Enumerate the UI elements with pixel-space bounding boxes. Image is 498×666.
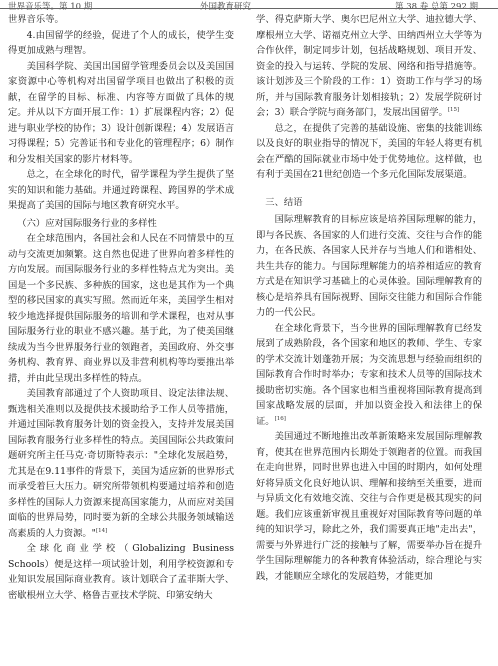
paragraph xyxy=(256,321,482,430)
paragraph: 世界音乐等。 xyxy=(8,14,64,25)
section-heading: （六）应对国际服务行业的多样性 xyxy=(17,217,157,229)
paragraph: 总之，在提供了完善的基础设施、密集的技能训练以及良好的职业指导的情况下，美国的年轻人将更有机会在严酷的国际就业市场中处于优势地位。这样做，也有利于美国在21世纪创造一个多元化国际发展渠道。 xyxy=(256,122,482,180)
volume-info: 第 38 卷 总第 292 期 xyxy=(395,2,479,12)
paragraph: 国际理解教育的目标应该是培养国际理解的能力，即与各民族、各国家的人们进行交流、交往与合作的能力，在各民族、各国家人民并存与当地人们和谐相处、共生共存的能力。与国际理解能力的培养相适应的教育方式是在知识学习基础上的心灵体验。国际理解教育的核心是培养具有国际视野、国际交往能力和国际合作能力的一代公民。 xyxy=(256,214,482,318)
paragraph: 4.由国留学的经验，促进了个人的成长，使学生变得更加成熟与理智。 xyxy=(8,29,234,56)
citation-ref: [16] xyxy=(274,415,286,422)
section-heading: 三、结语 xyxy=(265,196,303,208)
paragraph: 美国科学院、美国出国留学管理委员会以及美国国家资源中心等机构对出国留学项目也做出了积极的贡献，在留学的目标、标准、内容等方面做了具体的规定。并从以下方面开展工作：1）扩展课程内容；2）促进与职业学校的协作；3）设计创新课程；4）发展语言习得课程；5）完善证书和专业化的管理程序；6）制作和分发相关国家的影片材料等。 xyxy=(8,60,234,165)
running-header-left: 世界音乐等。第 10 期 xyxy=(8,2,93,12)
citation-ref: [14] xyxy=(95,527,108,534)
paragraph-text: 在全球化背景下，当今世界的国际理解教育已经发展到了成熟阶段，各个国家和地区的教师、学生、专家的学术交流计划蓬勃开展；为交流思想与经验而组织的国际教育合作时时举办；专家和技术人员等的国际技术援助密切实施。各个国家也相当重视将国际教育提高到国家战略发展的层面，并加以资金投入和法律上的保证。 xyxy=(256,322,482,427)
paragraph: 全球化商业学校（Globalizing Business Schools）便是这样一项试验计划，利用学校资源和专业知识发展国际商业教育。该计划联合了孟菲斯大学、密歇根州立大学、格鲁吉亚技术学院、印第安纳大 xyxy=(8,543,234,601)
paragraph: 总之，在全球化的时代，留学课程为学生提供了坚实的知识和能力基础。并通过跨课程、跨国界的学术成果提高了美国的国际与地区教育研究水平。 xyxy=(8,169,234,211)
paragraph: 在全球范围内，各国社会和人民在不同情景中的互动与交流更加频繁。这自然也促进了世界向着多样性的方向发展。而国际服务行业的多样性特点尤为突出。美国是一个多民族、多种族的国家，这也是其作为一个典型的移民国家的真实写照。然而近年来，美国学生相对较少地选择提供国际服务的培训和学术课程，也对从事国际服务行业的职业不感兴趣。基于此，为了使美国继续成为当今世界服务行业的领跑者，美国政府、外交事务机构、教育界、商业界以及非营利机构等均要推出举措，并由此呈现出多样性的特点。 xyxy=(8,233,234,384)
paragraph xyxy=(256,12,482,121)
page-header xyxy=(0,0,498,12)
paragraph xyxy=(8,386,234,541)
citation-ref: [15] xyxy=(447,106,460,113)
header-rule xyxy=(0,8,498,9)
journal-title: 外国教育研究 xyxy=(200,2,252,12)
right-column xyxy=(256,12,482,584)
left-column xyxy=(8,12,234,603)
paragraph-text: 学、得克萨斯大学、奥尔巴尼州立大学、迪拉德大学、摩根州立大学、诺福克州立大学、田纳西州立大学等为合作伙伴，制定同步计划，包括战略规划、项目开发、资金的投入与运转、学院的发展、网络和指导措施等。该计划涉及三个阶段的工作：1）资助工作与学习的场所，并与国际教育服务计划相接轨；2）发展学院研讨会；3）联合学院与商务部门，发展出国留学。 xyxy=(256,14,482,118)
paragraph-text: 美国教育部通过了个人资助项目、设定法律法规、甄选相关准则以及提供技术援助给予工作人员等措施，并通过国际教育服务计划的资金投入，支持并发展美国国际教育服务行业多样性的特点。美国国际公共政策问题研究所主任马克·奇切斯特表示："全球化发展趋势，尤其是在9.11事件的背景下，美国为适应新的世界形式而承受着巨大压力。研究所带领机构要通过培养和创造多样性的国际人力资源来提高国家能力，从而应对美国面临的世界局势，同时要为新的全球公共服务领域输送高素质的人力资源。" xyxy=(8,388,234,539)
paragraph: 美国通过不断地推出改革新策略来发展国际理解教育，使其在世界范围内长期处于领跑者的位置。而我国在走向世界，同时世界也进入中国的时期内，如何处理好将异质文化良好地认识、理解和接纳至关重要，进而与异质文化有效地交流、交往与合作更是极其现实的问题。我们应该重新审视且重视好对国际教育等问题的单纯的知识学习，除此之外，我们需要真正地"走出去"，需要与外界进行广泛的接触与了解，需要举办旨在提升学生国际理解能力的各种教育体验活动，综合理论与实践，才能顺应全球化的发展趋势，才能更加 xyxy=(256,431,482,582)
